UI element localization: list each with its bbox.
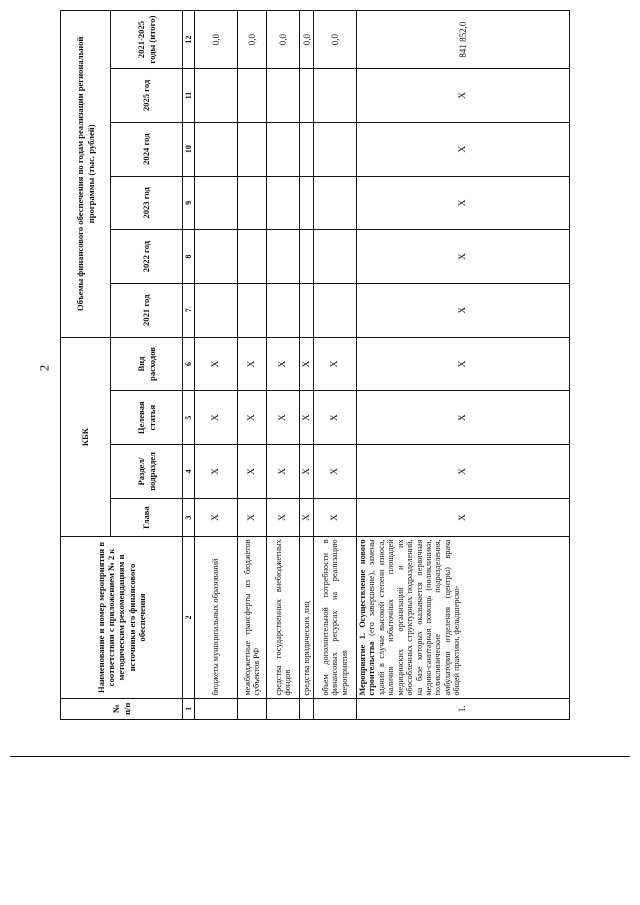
year-cell <box>267 69 300 123</box>
index-cell: 5 <box>183 391 195 445</box>
event-name <box>357 537 570 698</box>
row-name: средства юридических лиц <box>300 537 314 698</box>
index-cell: 6 <box>183 337 195 391</box>
year-cell <box>300 176 314 230</box>
table-row <box>314 11 357 720</box>
kbk-chapter-cell: X <box>300 498 314 537</box>
total-cell: 841 852,0 <box>357 11 570 69</box>
total-cell: 0,0 <box>300 11 314 69</box>
header-kbk: КБК <box>61 337 111 537</box>
row-num <box>314 698 357 719</box>
table-row <box>238 11 267 720</box>
year-cell <box>314 176 357 230</box>
header-year-2021: 2021 год <box>111 283 183 337</box>
total-cell: 0,0 <box>195 11 238 69</box>
year-cell <box>267 176 300 230</box>
table-row <box>195 11 238 720</box>
kbk-target-cell: X <box>238 391 267 445</box>
year-cell <box>238 122 267 176</box>
kbk-target-cell: X <box>267 391 300 445</box>
index-cell: 1 <box>183 698 195 719</box>
table-row <box>267 11 300 720</box>
page-divider <box>10 756 630 757</box>
year-cell <box>267 122 300 176</box>
kbk-expense-cell: X <box>267 337 300 391</box>
header-kbk-section: Раздел/ подраздел <box>111 445 183 499</box>
event-row <box>357 11 570 720</box>
year-cell <box>300 122 314 176</box>
page-number: 2 <box>36 364 52 372</box>
year-cell <box>238 230 267 284</box>
index-cell: 7 <box>183 283 195 337</box>
year-cell: X <box>357 283 570 337</box>
year-cell <box>195 230 238 284</box>
row-num <box>195 698 238 719</box>
header-year-2024: 2024 год <box>111 122 183 176</box>
index-cell: 3 <box>183 498 195 537</box>
year-cell <box>314 230 357 284</box>
year-cell <box>195 283 238 337</box>
header-kbk-chapter: Глава <box>111 498 183 537</box>
kbk-chapter-cell: X <box>195 498 238 537</box>
year-cell <box>314 69 357 123</box>
year-cell <box>314 283 357 337</box>
year-cell <box>300 69 314 123</box>
kbk-section-cell: X <box>300 445 314 499</box>
row-name: межбюджетные трансферты из бюджетов субъектов РФ <box>238 537 267 698</box>
year-cell: X <box>357 230 570 284</box>
total-cell: 0,0 <box>238 11 267 69</box>
year-cell <box>195 176 238 230</box>
kbk-chapter-cell: X <box>238 498 267 537</box>
financing-table <box>60 10 570 720</box>
kbk-expense-cell: X <box>195 337 238 391</box>
row-name: средства государственных внебюджетных фондов <box>267 537 300 698</box>
kbk-chapter-cell: X <box>267 498 300 537</box>
row-name: объем дополнительной потребности в финансовых ресурсах на реализацию мероприятия <box>314 537 357 698</box>
kbk-section-cell: X <box>238 445 267 499</box>
header-kbk-expense-type: Вид расходов <box>111 337 183 391</box>
year-cell <box>300 230 314 284</box>
total-cell: 0,0 <box>314 11 357 69</box>
year-cell: X <box>357 176 570 230</box>
index-cell: 12 <box>183 11 195 69</box>
header-kbk-target: Целевая статья <box>111 391 183 445</box>
kbk-expense-cell: X <box>238 337 267 391</box>
index-cell: 9 <box>183 176 195 230</box>
kbk-target-cell: X <box>314 391 357 445</box>
year-cell <box>195 69 238 123</box>
header-year-total: 2021-2025 годы (итого) <box>111 11 183 69</box>
row-num <box>238 698 267 719</box>
kbk-chapter-cell: X <box>314 498 357 537</box>
kbk-target-cell: X <box>195 391 238 445</box>
index-cell: 2 <box>183 537 195 698</box>
event-title: Мероприятие 1. Осуществление нового строительства <box>358 539 377 696</box>
kbk-section-cell: X <box>314 445 357 499</box>
year-cell <box>238 283 267 337</box>
header-num: № п/п <box>61 698 183 719</box>
kbk-target-cell: X <box>357 391 570 445</box>
year-cell <box>267 230 300 284</box>
column-index-row <box>183 11 195 720</box>
financing-table-rotated <box>60 10 635 720</box>
kbk-section-cell: X <box>357 445 570 499</box>
row-num <box>267 698 300 719</box>
header-volumes: Объемы финансового обеспечения по годам реализации региональной программы (тыс. рублей) <box>61 11 111 338</box>
header-year-2022: 2022 год <box>111 230 183 284</box>
year-cell <box>300 283 314 337</box>
index-cell: 10 <box>183 122 195 176</box>
row-num <box>300 698 314 719</box>
kbk-section-cell: X <box>195 445 238 499</box>
kbk-target-cell: X <box>300 391 314 445</box>
kbk-section-cell: X <box>267 445 300 499</box>
header-name: Наименование и номер мероприятия в соответствии с приложением № 2 к методическим рекомендациям и источники его финансового обеспечения <box>61 537 183 698</box>
year-cell: X <box>357 69 570 123</box>
table-row <box>300 11 314 720</box>
index-cell: 11 <box>183 69 195 123</box>
event-description: (его завершение), замены зданий в случае высокой степени износа, наличия избыточных площадей медицинских организаций и их обособленных структурных подразделений, на базе которых оказывается первичная медико-санитарная помощь (поликлиники, поликлинические подразделения, амбулатории отделения (центры) врача общей практики, фельдшерско- <box>367 539 462 696</box>
year-cell <box>314 122 357 176</box>
total-cell: 0,0 <box>267 11 300 69</box>
kbk-expense-cell: X <box>300 337 314 391</box>
year-cell <box>238 69 267 123</box>
year-cell <box>267 283 300 337</box>
kbk-chapter-cell: X <box>357 498 570 537</box>
header-year-2025: 2025 год <box>111 69 183 123</box>
kbk-expense-cell: X <box>314 337 357 391</box>
header-year-2023: 2023 год <box>111 176 183 230</box>
year-cell <box>195 122 238 176</box>
event-num: 1. <box>357 698 570 719</box>
year-cell <box>238 176 267 230</box>
index-cell: 8 <box>183 230 195 284</box>
year-cell: X <box>357 122 570 176</box>
index-cell: 4 <box>183 445 195 499</box>
row-name: бюджеты муниципальных образований <box>195 537 238 698</box>
kbk-expense-cell: X <box>357 337 570 391</box>
